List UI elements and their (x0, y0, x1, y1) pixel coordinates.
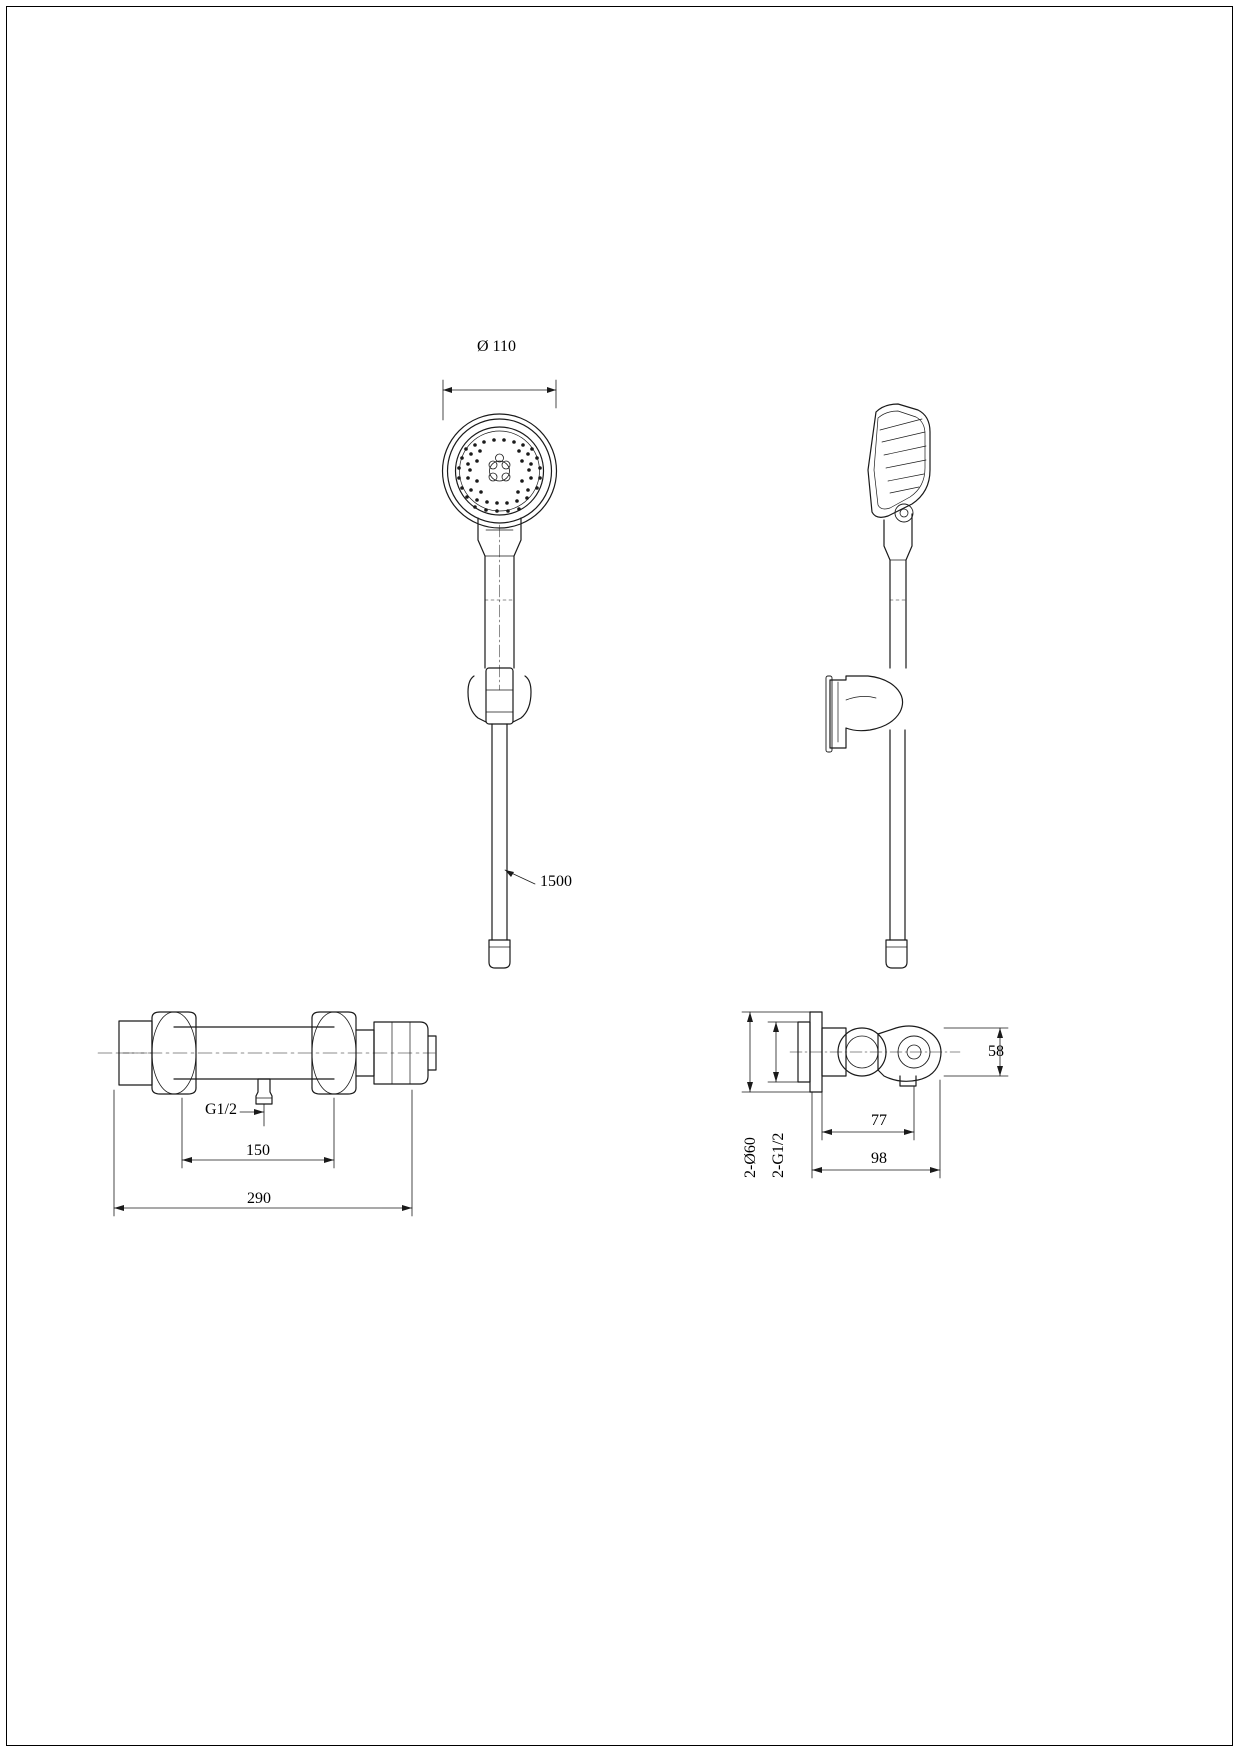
dimension-label-center-distance: 150 (246, 1142, 270, 1159)
dimension-label-head-diameter: Ø 110 (477, 338, 516, 355)
mixer-front-view (98, 1012, 436, 1216)
handshower-side-view (826, 404, 930, 968)
dimension-label-height: 58 (988, 1043, 1004, 1060)
dimension-label-overall-width: 290 (247, 1190, 271, 1207)
dimension-label-hose-length: 1500 (540, 873, 572, 890)
dimension-label-projection-long: 98 (871, 1150, 887, 1167)
dimension-label-escutcheon-diameter: 2-Ø60 (742, 1137, 759, 1178)
dimension-label-inlet-thread: G1/2 (205, 1101, 237, 1118)
dimension-label-inlet-threads: 2-G1/2 (770, 1132, 787, 1178)
dimension-label-projection-short: 77 (871, 1112, 887, 1129)
